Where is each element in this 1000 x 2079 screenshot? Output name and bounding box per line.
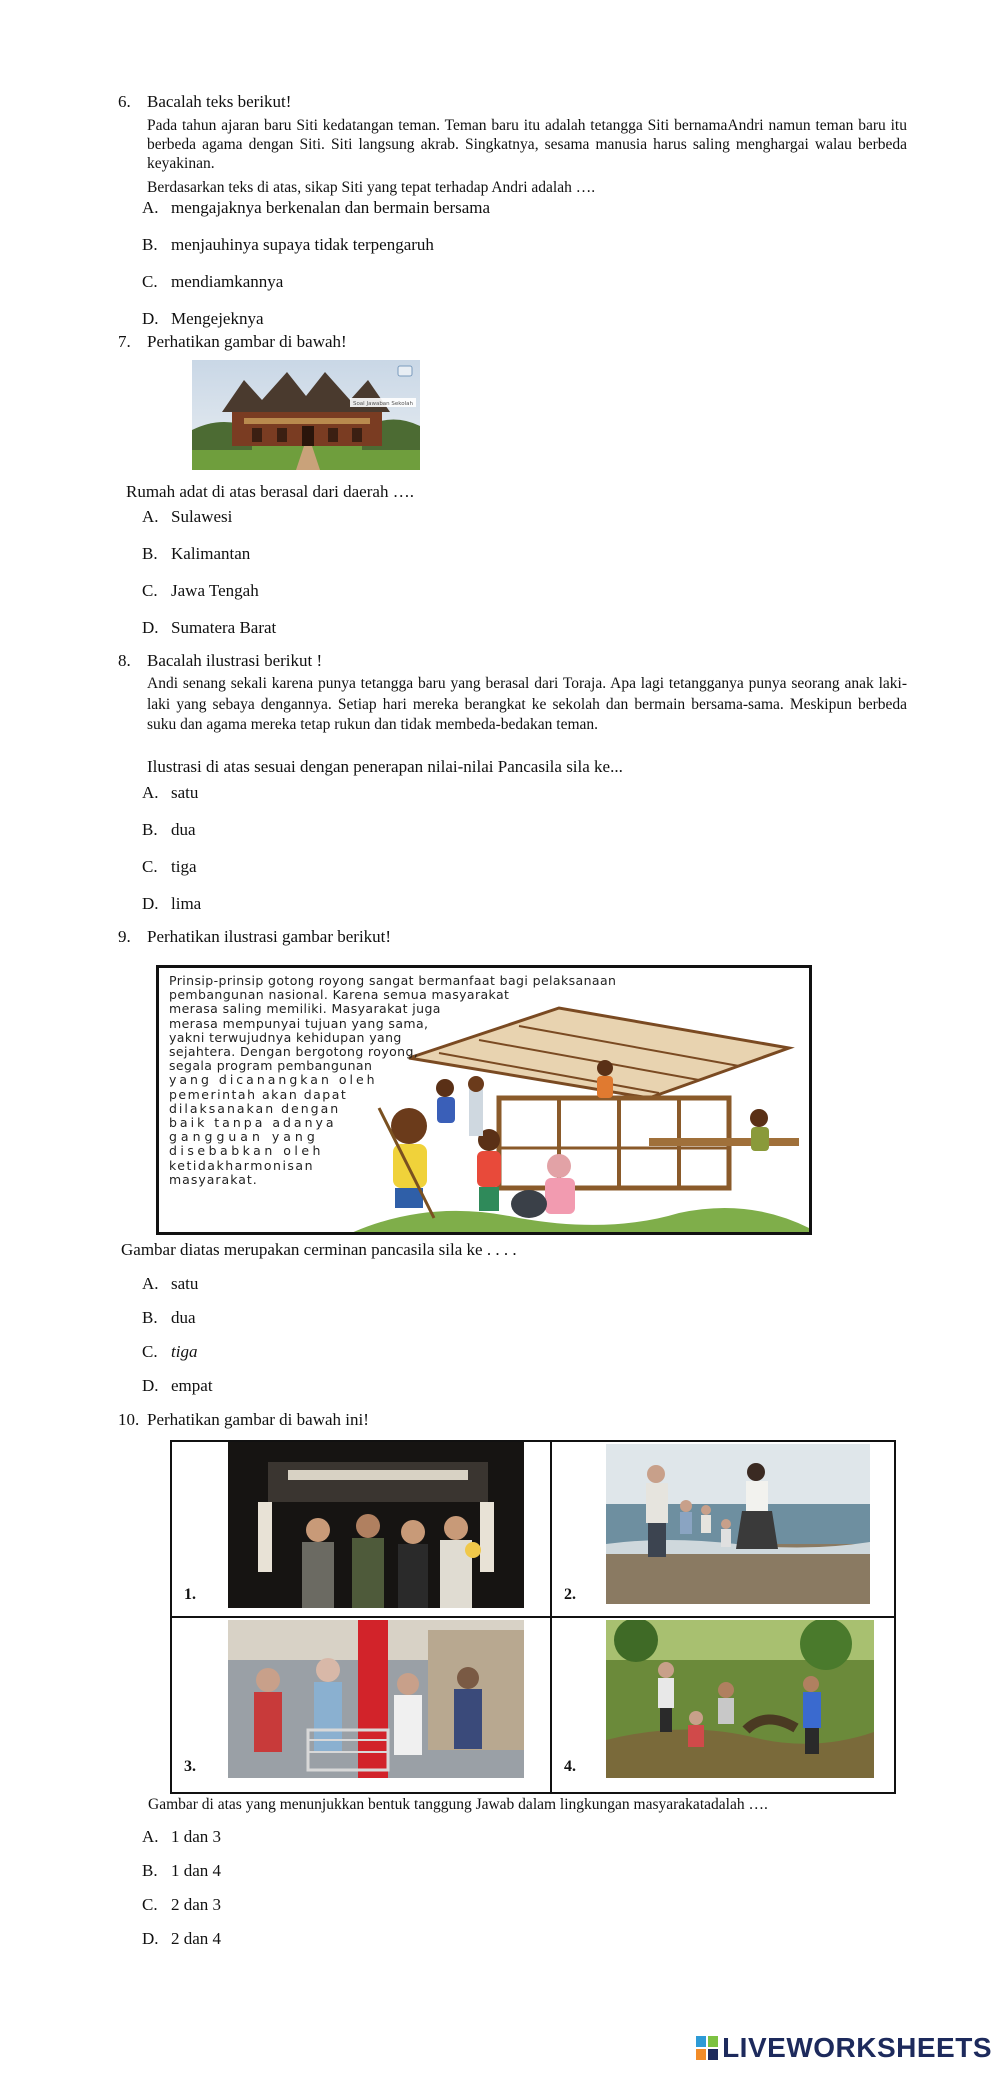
question-8-prompt: Ilustrasi di atas sesuai dengan penerapan nilai-nilai Pancasila sila ke...	[147, 757, 623, 776]
q6-option-c[interactable]: C. mendiamkannya	[142, 272, 284, 291]
cell-4-number: 4.	[564, 1758, 576, 1775]
rumah-gadang-photo	[192, 360, 420, 470]
illustration-line: segala program pembangunan	[169, 1058, 373, 1074]
illustration-line: Prinsip-prinsip gotong royong sangat bermanfaat bagi pelaksanaan	[169, 973, 617, 988]
gotong-royong-illustration	[156, 965, 812, 1235]
liveworksheets-logo-icon	[696, 2035, 718, 2067]
q10-option-d[interactable]: D. 2 dan 4	[142, 1929, 222, 1948]
q8-option-b[interactable]: B. dua	[142, 820, 196, 839]
illustration-line: yang dicanangkan oleh	[169, 1072, 378, 1088]
question-8-number: 8.	[118, 651, 131, 670]
photo-4-community-cleanup	[606, 1620, 874, 1778]
question-7-number: 7.	[118, 332, 131, 351]
question-10-prompt: Gambar di atas yang menunjukkan bentuk tanggung Jawab dalam lingkungan masyarakatadalah ….	[148, 1796, 768, 1813]
q9-option-d[interactable]: D. empat	[142, 1376, 213, 1395]
question-9-heading: Perhatikan ilustrasi gambar berikut!	[147, 927, 392, 946]
cell-2-number: 2.	[564, 1586, 576, 1603]
question-6-prompt: Berdasarkan teks di atas, sikap Siti yang tepat terhadap Andri adalah ….	[147, 179, 596, 196]
illustration-line: gangguan yang	[169, 1129, 319, 1145]
q8-option-d[interactable]: D. lima	[142, 894, 202, 913]
liveworksheets-logo	[696, 2032, 992, 2067]
q8-option-c[interactable]: C. tiga	[142, 857, 197, 876]
illustration-line: dilaksanakan dengan	[169, 1100, 341, 1116]
question-7-heading: Perhatikan gambar di bawah!	[147, 332, 347, 351]
cell-3-number: 3.	[184, 1758, 196, 1775]
q6-option-a[interactable]: A. mengajaknya berkenalan dan bermain bersama	[142, 198, 491, 217]
question-6-heading: Bacalah teks berikut!	[147, 92, 292, 111]
q10-option-b[interactable]: B. 1 dan 4	[142, 1861, 222, 1880]
photo-3-supermarket	[228, 1620, 524, 1778]
photo-1-night-patrol	[228, 1442, 524, 1608]
photo-2-beach-family	[606, 1444, 870, 1604]
illustration-line: pembangunan nasional. Karena semua masyarakat	[169, 987, 510, 1003]
q10-option-a[interactable]: A. 1 dan 3	[142, 1827, 222, 1846]
q9-option-a[interactable]: A. satu	[142, 1274, 199, 1293]
question-10-heading: Perhatikan gambar di bawah ini!	[147, 1410, 369, 1429]
q6-option-b[interactable]: B. menjauhinya supaya tidak terpengaruh	[142, 235, 434, 254]
q10-option-c[interactable]: C. 2 dan 3	[142, 1895, 222, 1914]
q7-option-b[interactable]: B. Kalimantan	[142, 544, 251, 563]
cell-1-number: 1.	[184, 1586, 196, 1603]
illustration-line: merasa mempunyai tujuan yang sama,	[169, 1015, 429, 1031]
illustration-line: masyarakat.	[169, 1171, 258, 1187]
q7-option-c[interactable]: C. Jawa Tengah	[142, 581, 259, 600]
photo-grid-table	[170, 1440, 896, 1794]
question-8-heading: Bacalah ilustrasi berikut !	[147, 651, 323, 670]
photo-watermark-caption: Soal Jawaban Sekolah	[352, 401, 414, 407]
q7-option-d[interactable]: D. Sumatera Barat	[142, 618, 277, 637]
question-10-number: 10.	[118, 1410, 140, 1429]
question-8-passage: Andi senang sekali karena punya tetangga baru yang berasal dari Toraja. Apa lagi tetangganya punya seorang anak laki-laki yang sebaya dengannya. Setiap hari mereka berangkat ke sekolah dan bermain bersama-sama. Meskipun berbeda suku dan agama mereka tetap rukun dan tidak membeda-bedakan teman.	[147, 675, 907, 733]
question-6-passage: Pada tahun ajaran baru Siti kedatangan teman. Teman baru itu adalah tetangga Siti bernamaAndri namun teman baru itu berbeda agama dengan Siti. Siti langsung akrab. Singkatnya, sesama manusia harus saling menghargai walau berbeda keyakinan.	[147, 117, 907, 172]
question-6-number: 6.	[118, 92, 131, 111]
illustration-line: pemerintah akan dapat	[169, 1086, 348, 1102]
illustration-line: merasa saling memiliki. Masyarakat juga	[169, 1001, 441, 1017]
q9-option-b[interactable]: B. dua	[142, 1308, 196, 1327]
liveworksheets-logo-text: LIVEWORKSHEETS	[722, 2032, 992, 2063]
question-7-prompt: Rumah adat di atas berasal dari daerah ….	[126, 482, 414, 501]
q6-option-d[interactable]: D. Mengejeknya	[142, 309, 264, 328]
q9-option-c[interactable]: C. tiga	[142, 1342, 198, 1361]
q8-option-a[interactable]: A. satu	[142, 783, 199, 802]
illustration-line: ketidakharmonisan	[169, 1157, 315, 1173]
illustration-line: yakni terwujudnya kehidupan yang	[169, 1029, 402, 1045]
illustration-line: sejahtera. Dengan bergotong royong,	[169, 1044, 419, 1060]
q7-option-a[interactable]: A. Sulawesi	[142, 507, 233, 526]
question-9-number: 9.	[118, 927, 131, 946]
illustration-line: disebabkan oleh	[169, 1143, 324, 1159]
illustration-line: baik tanpa adanya	[169, 1115, 337, 1131]
question-9-prompt: Gambar diatas merupakan cerminan pancasila sila ke . . . .	[121, 1240, 517, 1259]
